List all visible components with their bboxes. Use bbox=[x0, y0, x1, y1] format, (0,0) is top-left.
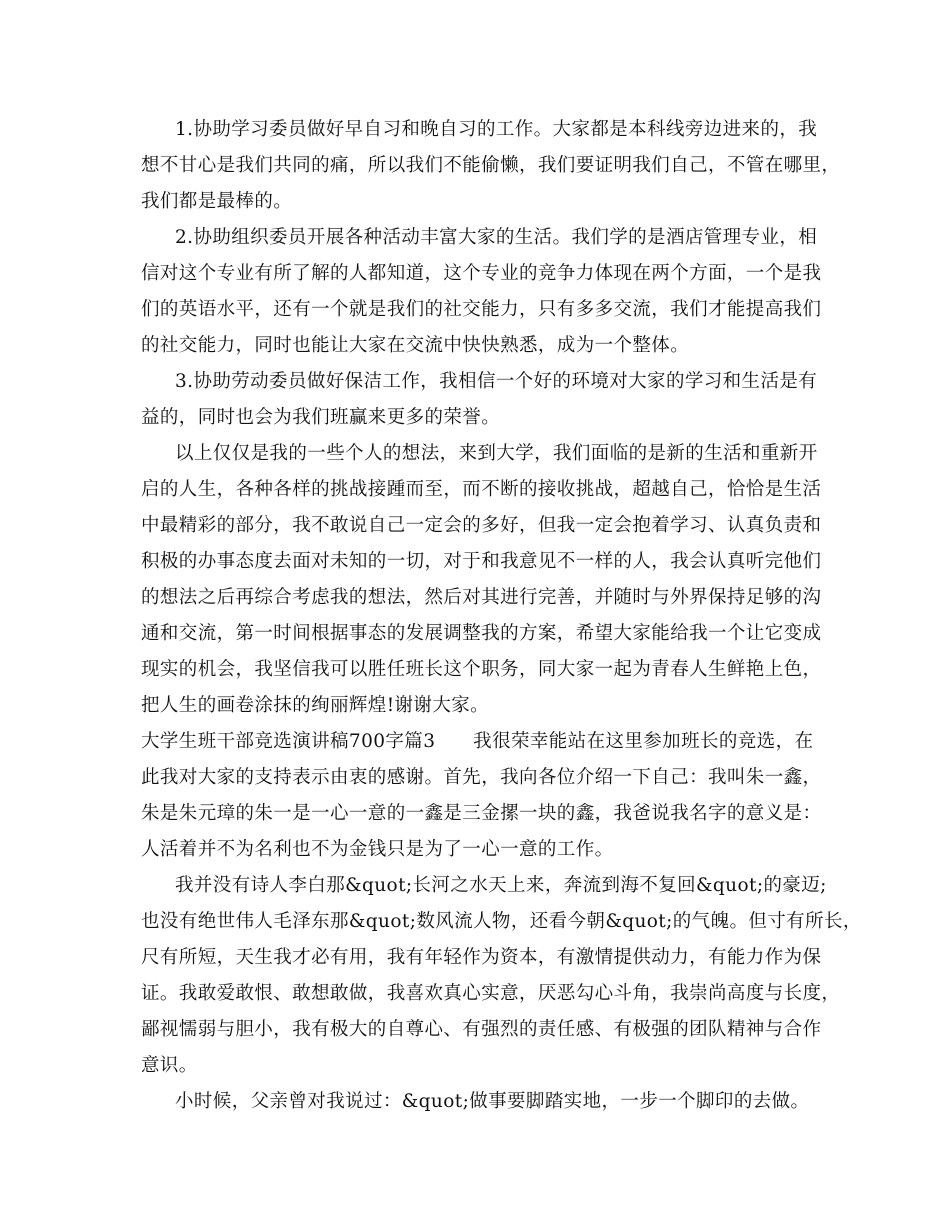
text-line: 积极的办事态度去面对未知的一切，对于和我意见不一样的人，我会认真听完他们 bbox=[141, 551, 822, 572]
text-line: 的想法之后再综合考虑我的想法，然后对其进行完善，并随时与外界保持足够的沟 bbox=[141, 587, 822, 608]
text-line: 信对这个专业有所了解的人都知道，这个专业的竞争力体现在两个方面，一个是我 bbox=[141, 263, 822, 284]
section-heading-line: 大学生班干部竞选演讲稿700字篇3 我很荣幸能站在这里参加班长的竞选，在 bbox=[141, 731, 814, 752]
text-line: 我并没有诗人李白那&quot;长河之水天上来，奔流到海不复回&quot;的豪迈; bbox=[175, 875, 827, 896]
text-line: 意识。 bbox=[141, 1055, 198, 1076]
text-line: 中最精彩的部分，我不敢说自己一定会的多好，但我一定会抱着学习、认真负责和 bbox=[141, 515, 822, 536]
text-line: 鄙视懦弱与胆小，我有极大的自尊心、有强烈的责任感、有极强的团队精神与合作 bbox=[141, 1019, 822, 1040]
text-line: 尺有所短，天生我才必有用，我有年轻作为资本，有激情提供动力，有能力作为保 bbox=[141, 947, 822, 968]
text-line: 通和交流，第一时间根据事态的发展调整我的方案，希望大家能给我一个让它变成 bbox=[141, 623, 822, 644]
text-line: 此我对大家的支持表示由衷的感谢。首先，我向各位介绍一下自己：我叫朱一鑫， bbox=[141, 767, 822, 788]
text-line: 2.协助组织委员开展各种活动丰富大家的生活。我们学的是酒店管理专业，相 bbox=[175, 227, 818, 248]
text-line: 朱是朱元璋的朱一是一心一意的一鑫是三金摞一块的鑫，我爸说我名字的意义是： bbox=[141, 803, 822, 824]
text-line: 们的英语水平，还有一个就是我们的社交能力，只有多多交流，我们才能提高我们 bbox=[141, 299, 822, 320]
text-line: 把人生的画卷涂抹的绚丽辉煌!谢谢大家。 bbox=[141, 695, 490, 716]
text-line: 以上仅仅是我的一些个人的想法，来到大学，我们面临的是新的生活和重新开 bbox=[175, 443, 818, 464]
text-line: 我们都是最棒的。 bbox=[141, 191, 293, 212]
text-line: 启的人生，各种各样的挑战接踵而至，而不断的接收挑战，超越自己，恰恰是生活 bbox=[141, 479, 822, 500]
text-line: 人活着并不为名利也不为金钱只是为了一心一意的工作。 bbox=[141, 839, 614, 860]
text-line: 益的，同时也会为我们班赢来更多的荣誉。 bbox=[141, 407, 501, 428]
text-line: 1.协助学习委员做好早自习和晚自习的工作。大家都是本科线旁边进来的，我 bbox=[175, 119, 818, 140]
text-line: 的社交能力，同时也能让大家在交流中快快熟悉，成为一个整体。 bbox=[141, 335, 690, 356]
text-line: 想不甘心是我们共同的痛，所以我们不能偷懒，我们要证明我们自己，不管在哪里， bbox=[141, 155, 841, 176]
text-line: 3.协助劳动委员做好保洁工作，我相信一个好的环境对大家的学习和生活是有 bbox=[175, 371, 818, 392]
text-line: 小时候，父亲曾对我说过：&quot;做事要脚踏实地，一步一个脚印的去做。 bbox=[175, 1091, 810, 1112]
text-line: 现实的机会，我坚信我可以胜任班长这个职务，同大家一起为青春人生鲜艳上色， bbox=[141, 659, 822, 680]
text-line: 证。我敢爱敢恨、敢想敢做，我喜欢真心实意，厌恶勾心斗角，我崇尚高度与长度， bbox=[141, 983, 841, 1004]
text-line: 也没有绝世伟人毛泽东那&quot;数风流人物，还看今朝&quot;的气魄。但寸有所长， bbox=[141, 911, 862, 932]
